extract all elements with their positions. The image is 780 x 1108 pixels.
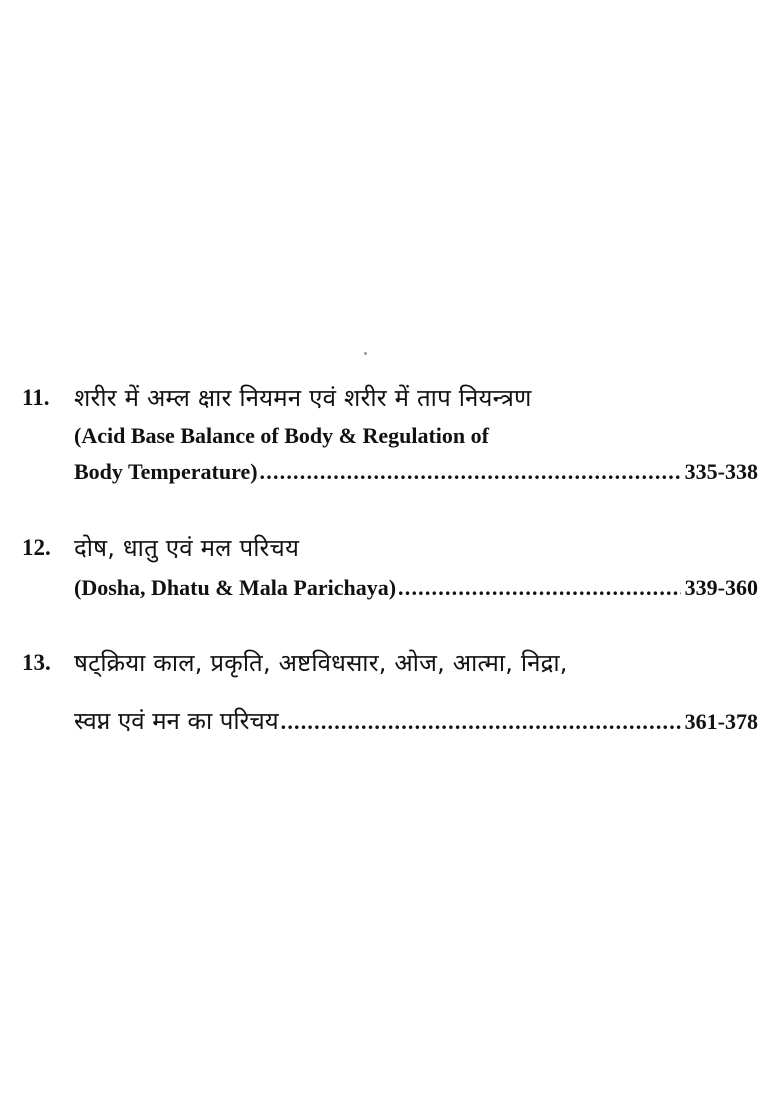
entry-leader-row (74, 704, 758, 737)
entry-number: 11. (22, 385, 50, 410)
page-range: 335-338 (684, 459, 758, 484)
entry-title-english: (Dosha, Dhatu & Mala Parichaya) (74, 575, 397, 600)
entry-leader-row (74, 459, 758, 485)
dot-leader (260, 459, 681, 485)
dot-leader (281, 709, 681, 735)
dot-leader (398, 575, 681, 601)
entry-number: 13. (22, 650, 51, 675)
entry-leader-row (74, 575, 758, 601)
page-range: 339-360 (684, 575, 758, 600)
entry-title-hindi-cont: स्वप्न एवं मन का परिचय (74, 707, 279, 735)
entry-title-english: (Acid Base Balance of Body & Regulation of (74, 423, 489, 448)
entry-title-hindi: दोष, धातु एवं मल परिचय (74, 534, 300, 562)
entry-title-hindi: षट्क्रिया काल, प्रकृति, अष्टविधसार, ओज, आत्मा, निद्रा, (74, 649, 568, 677)
page-range: 361-378 (684, 709, 758, 734)
entry-title-hindi: शरीर में अम्ल क्षार नियमन एवं शरीर में ताप नियन्त्रण (74, 384, 532, 412)
entry-title-english-cont: Body Temperature) (74, 459, 258, 484)
print-speck (364, 352, 367, 355)
toc-entry-11 (22, 381, 758, 491)
toc-entry-13 (22, 646, 758, 738)
entry-number: 12. (22, 535, 51, 560)
toc-entry-12 (22, 531, 758, 609)
